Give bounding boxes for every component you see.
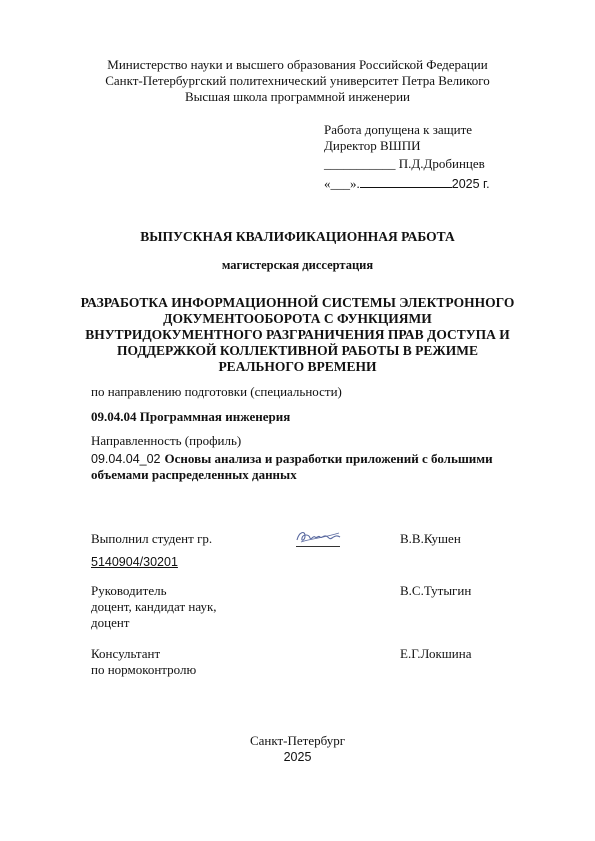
university-line: Санкт-Петербургский политехнический университет Петра Великого [105,73,490,88]
approval-line2: Директор ВШПИ [324,138,421,153]
supervisor-degree-line1: доцент, кандидат наук, [91,599,217,614]
student-signature-line [296,546,340,547]
title-line: РЕАЛЬНОГО ВРЕМЕНИ [218,359,377,374]
title-line: ДОКУМЕНТООБОРОТА С ФУНКЦИЯМИ [163,311,432,326]
approval-date-line [324,175,490,192]
profile-value-line1 [91,451,493,467]
director-name: П.Д.Дробинцев [398,156,485,171]
title-line: ПОДДЕРЖКОЙ КОЛЛЕКТИВНОЙ РАБОТЫ В РЕЖИМЕ [117,343,478,358]
student-label: Выполнил студент гр. [91,531,213,546]
date-month-blank [360,175,452,188]
footer-year: 2025 [283,750,312,764]
profile-value: Основы анализа и разработки приложений с большими [164,451,493,466]
ministry-line: Министерство науки и высшего образования Российской Федерации [107,57,488,72]
work-subtype: магистерская диссертация [221,258,374,272]
date-quote-blank: ___ [330,176,350,191]
approval-blank: ___________ [324,156,396,171]
signature-scribble [293,526,343,548]
date-quote-close: ». [350,176,360,191]
student-group: 5140904/30201 [91,555,178,569]
approval-line1: Работа допущена к защите [324,122,473,137]
student-name: В.В.Кушен [400,531,461,546]
direction-value: 09.04.04 Программная инженерия [91,409,291,424]
title-line: РАЗРАБОТКА ИНФОРМАЦИОННОЙ СИСТЕМЫ ЭЛЕКТРОННОГО [80,295,515,310]
direction-label: по направлению подготовки (специальности) [91,384,342,399]
consultant-name: Е.Г.Локшина [400,646,472,661]
supervisor-label: Руководитель [91,583,167,598]
profile-value-line2: объемами распределенных данных [91,467,297,482]
footer-city: Санкт-Петербург [249,733,346,748]
title-line: ВНУТРИДОКУМЕНТНОГО РАЗГРАНИЧЕНИЯ ПРАВ ДОСТУПА И [85,327,510,342]
consultant-label: Консультант [91,646,161,661]
thesis-title [60,295,535,375]
work-type: ВЫПУСКНАЯ КВАЛИФИКАЦИОННАЯ РАБОТА [140,229,455,244]
consultant-role: по нормоконтролю [91,662,197,677]
profile-label: Направленность (профиль) [91,433,242,448]
supervisor-degree-line2: доцент [91,615,130,630]
date-quote-open: « [324,176,331,191]
signature-image [293,526,343,548]
school-line: Высшая школа программной инженерии [185,89,410,104]
supervisor-name: В.С.Тутыгин [400,583,472,598]
date-year: 2025 г. [451,177,490,191]
profile-code: 09.04.04_02 [91,452,161,466]
approval-signature-line [324,156,485,172]
